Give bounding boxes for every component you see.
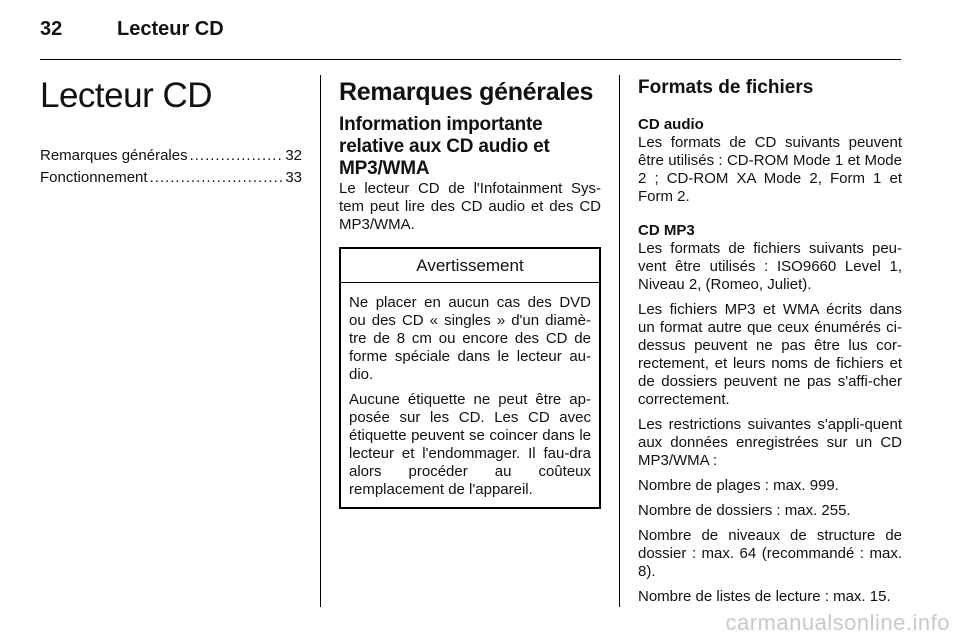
toc-entry-page: 32 [285,147,302,164]
mp3-paragraph: Les fichiers MP3 et WMA écrits dans un format autre que ceux énumérés ci-dessus peuvent ne pas être lus cor-rectement, et leurs noms de fichiers et de dossiers peuvent ne pas s'affi-cher correctement. [638,301,902,408]
mp3-paragraph: Nombre de niveaux de structure de dossier : max. 64 (recommandé : max. 8). [638,527,902,580]
chapter-title: Lecteur CD [40,76,213,115]
mp3-paragraph: Les formats de fichiers suivants peu-vent être utilisés : ISO9660 Level 1, Niveau 2, (Romeo, Juliet). [638,240,902,293]
page-number: 32 [40,18,63,40]
mp3-paragraph: Nombre de listes de lecture : max. 15. [638,588,891,605]
toc-leader-dots [150,167,284,189]
toc-leader-dots [190,145,284,167]
general-remarks-column [339,70,601,509]
toc-entry-page: 33 [285,169,302,186]
warning-paragraph: Ne placer en aucun cas des DVD ou des CD « singles » d'un diamè-tre de 8 cm ou encore des CD de forme spéciale dans le lecteur au-dio. [349,294,591,383]
intro-paragraph: Le lecteur CD de l'Infotainment Sys-tem peut lire des CD audio et des CD MP3/WMA. [339,180,601,233]
table-of-contents [40,145,302,189]
section-heading: Remarques générales [339,78,594,106]
toc-entry-label: Fonctionnement [40,169,148,186]
running-title: Lecteur CD [117,18,224,40]
cd-audio-label: CD audio [638,116,704,133]
cd-mp3-label: CD MP3 [638,222,695,239]
chapter-column [40,70,302,189]
warning-box [339,247,601,509]
toc-entry-label: Remarques générales [40,147,188,164]
column-divider [619,75,620,607]
warning-paragraph: Aucune étiquette ne peut être ap-posée sur les CD. Les CD avec étiquette peuvent se coincer dans le lecteur et l'endommager. Il fau-dra alors procéder au coûteux remplacement de l'appareil. [349,391,591,498]
cd-audio-paragraph: Les formats de CD suivants peuvent être utilisés : CD-ROM Mode 1 et Mode 2 ; CD-ROM XA Mode 2, Form 1 et Form 2. [638,134,902,205]
mp3-paragraph: Les restrictions suivantes s'appli-quent aux données enregistrées sur un CD MP3/WMA : [638,416,902,469]
header-rule [40,59,901,60]
subsection-heading: Information importante relative aux CD audio et MP3/WMA [339,114,550,179]
page-header [40,18,920,58]
column-divider [320,75,321,607]
toc-entry-remarques[interactable] [40,145,302,167]
mp3-paragraph: Nombre de dossiers : max. 255. [638,502,851,519]
file-formats-column [638,70,902,606]
formats-heading: Formats de fichiers [638,77,814,98]
warning-body [341,283,599,507]
warning-title: Avertissement [341,249,599,283]
mp3-paragraph: Nombre de plages : max. 999. [638,477,839,494]
toc-entry-fonctionnement[interactable] [40,167,302,189]
watermark-text: carmanualsonline.info [725,610,950,635]
